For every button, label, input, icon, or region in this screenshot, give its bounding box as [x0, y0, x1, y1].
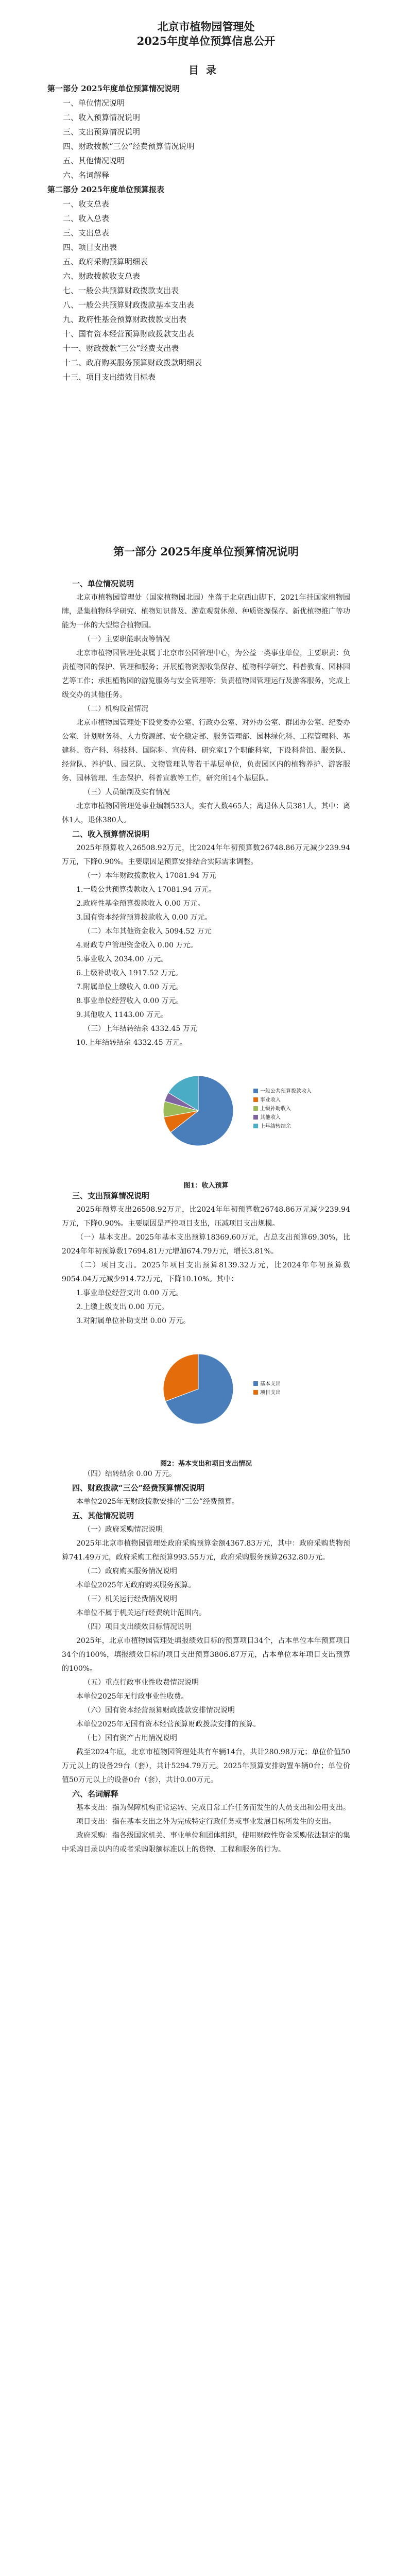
section-heading: 二、收入预算情况说明	[72, 829, 150, 839]
paragraph: 2025年北京市植物园管理处政府采购预算金额4367.83万元，其中：政府采购货物预算741.49万元，政府采购工程预算993.55万元，政府采购服务预算2632.80万元。	[62, 1539, 350, 1562]
toc-item[interactable]: 一、单位情况说明	[63, 98, 125, 108]
legend-label: 上级补助收入	[260, 1106, 291, 1112]
legend-label: 基本支出	[260, 1381, 281, 1387]
toc-item[interactable]: 二、收入预算情况说明	[63, 113, 141, 122]
doc-title-line1: 北京市植物园管理处	[157, 20, 255, 33]
list-item: （三）上年结转结余 4332.45 万元	[83, 1025, 197, 1033]
legend-swatch	[253, 1115, 258, 1120]
paragraph: 2025年预算收入26508.92万元，比2024年年初预算数26748.86万元减少239.94万元，下降0.90%。主要原因是预算安排结合实际需求调整。	[62, 844, 350, 866]
table-of-contents	[47, 81, 367, 384]
section-heading: 五、其他情况说明	[72, 1511, 134, 1520]
toc-item[interactable]: 一、收支总表	[63, 199, 110, 209]
legend-swatch	[253, 1106, 258, 1111]
paragraph: 2025年预算支出26508.92万元，比2024年年初预算数26748.86万元减少239.94万元，下降0.90%。主要原因是严控项目支出，压减项目支出规模。	[62, 1206, 350, 1228]
paragraph: 本单位不属于机关运行经费统计范围内。	[76, 1609, 206, 1617]
paragraph: 本单位2025年无国有资本经营预算财政拨款安排的预算。	[76, 1720, 261, 1728]
toc-item[interactable]: 二、收入总表	[63, 214, 110, 223]
toc-part2[interactable]: 第二部分 2025年度单位预算报表	[47, 185, 164, 194]
section-heading: 一、单位情况说明	[72, 579, 134, 588]
toc-item[interactable]: 十三、项目支出绩效目标表	[63, 372, 156, 382]
subsection-heading: （四）项目支出绩效目标情况说明	[83, 1623, 192, 1631]
paragraph: 政府采购：指各级国家机关、事业单位和团体组织，使用财政性资金采购依法制定的集中采购目录以内的或者采购限额标准以上的货物、工程和服务的行为。	[62, 1832, 350, 1854]
list-item: 3.对附属单位补助支出 0.00 万元。	[76, 1317, 191, 1325]
toc-item[interactable]: 四、财政拨款“三公”经费预算情况说明	[63, 142, 195, 151]
paragraph: 基本支出：指为保障机构正常运转、完成日常工作任务而发生的人员支出和公用支出。	[76, 1804, 350, 1812]
legend-label: 上年结转结余	[260, 1124, 291, 1129]
toc-item[interactable]: 三、支出总表	[63, 228, 110, 238]
legend-swatch	[253, 1124, 258, 1128]
list-item: 1.事业单位经营支出 0.00 万元。	[76, 1289, 183, 1297]
toc-item[interactable]: 十、国有资本经营预算财政拨款支出表	[63, 329, 195, 338]
legend-entry	[253, 1105, 312, 1113]
paragraph: 北京市植物园管理处隶属于北京市公园管理中心，为公益一类事业单位，主要职责：负责植物园的保护、管理和服务；开展植物资源收集保存、植物科学研究、科普教育、园林园艺等工作；承担植物园的游览服务与安全管理等；负责植物园管理运行及游客服务，完成上级交办的其他任务。	[62, 649, 350, 699]
paragraph: （一）基本支出。2025年基本支出预算18369.60万元，占总支出预算69.30%，比2024年年初预算数17694.81万元增加674.79万元，增长3.81%。	[62, 1233, 350, 1256]
list-item: 3.国有资本经营预算拨款收入 0.00 万元。	[76, 913, 212, 922]
list-item: 9.其他收入 1143.00 万元。	[76, 1011, 168, 1019]
paragraph: （四）结转结余 0.00 万元。	[83, 1470, 177, 1478]
toc-item[interactable]: 八、一般公共预算财政拨款基本支出表	[63, 300, 195, 310]
legend-label: 其他收入	[260, 1115, 281, 1121]
doc-title-line2: 2025年度单位预算信息公开	[136, 35, 276, 47]
list-item: 1.一般公共预算拨款收入 17081.94 万元。	[76, 886, 216, 894]
list-item: 10.上年结转结余 4332.45 万元。	[76, 1039, 187, 1047]
section-heading: 四、财政拨款“三公”经费预算情况说明	[72, 1483, 205, 1493]
legend-label: 项目支出	[260, 1390, 281, 1396]
legend-entry	[253, 1122, 312, 1131]
toc-heading: 目录	[188, 64, 224, 76]
paragraph: 项目支出：指在基本支出之外为完成特定行政任务或事业发展目标所发生的支出。	[76, 1818, 336, 1826]
toc-item[interactable]: 四、项目支出表	[63, 243, 117, 252]
list-item: 7.附属单位上缴收入 0.00 万元。	[76, 983, 183, 991]
subsection-heading: （一）政府采购情况说明	[83, 1526, 163, 1534]
list-item: （一）本年财政拨款收入 17081.94 万元	[83, 872, 216, 880]
paragraph: 2025年，北京市植物园管理处填报绩效目标的预算项目34个，占本单位本年预算项目34个的100%，填报绩效目标的项目支出预算3806.87万元，占本单位本年项目支出预算的100%。	[62, 1637, 350, 1673]
subsection-heading: （二）机构设置情况	[83, 705, 148, 713]
legend-swatch	[253, 1097, 258, 1102]
toc-item[interactable]: 十二、政府购买服务预算财政拨款明细表	[63, 358, 202, 367]
list-item: 2.政府性基金预算拨款收入 0.00 万元。	[76, 900, 205, 908]
paragraph: 北京市植物园管理处（国家植物园北园）坐落于北京西山脚下，2021年挂国家植物园牌，是集植物科学研究、植物知识普及、游览观赏休憩、种质资源保存、新优植物推广等功能为一体的大型综合植物园。	[62, 594, 350, 630]
section-heading: 三、支出预算情况说明	[72, 1191, 150, 1200]
part1-title: 第一部分 2025年度单位预算情况说明	[113, 545, 299, 558]
list-item: 5.事业收入 2034.00 万元。	[76, 955, 168, 963]
legend-swatch	[253, 1390, 258, 1395]
list-item: （二）本年其他资金收入 5094.52 万元	[83, 927, 212, 936]
toc-item[interactable]: 五、政府采购预算明细表	[63, 257, 148, 266]
paragraph: 本单位2025年无财政拨款安排的“三公”经费预算。	[76, 1498, 239, 1506]
income-pie-chart	[62, 1050, 350, 1189]
list-item: 8.事业单位经营收入 0.00 万元。	[76, 997, 183, 1005]
list-item: 6.上级补助收入 1917.52 万元。	[76, 969, 183, 977]
expense-pie-svg	[62, 1328, 350, 1452]
legend-label: 事业收入	[260, 1097, 281, 1103]
paragraph: 本单位2025年无政府购买服务预算。	[76, 1581, 196, 1589]
legend-swatch	[253, 1381, 258, 1386]
paragraph: （二）项目支出。2025年项目支出预算8139.32万元，比2024年年初预算数9054.04万元减少914.72万元，下降10.10%。其中：	[62, 1261, 350, 1283]
toc-item[interactable]: 十一、财政拨款“三公”经费支出表	[63, 344, 179, 353]
subsection-heading: （七）国有资产占用情况说明	[83, 1734, 177, 1742]
legend-swatch	[253, 1089, 258, 1093]
toc-part1[interactable]: 第一部分 2025年度单位预算情况说明	[47, 84, 180, 93]
part1-body	[62, 577, 350, 1857]
subsection-heading: （三）机关运行经费情况说明	[83, 1595, 177, 1603]
legend-entry	[253, 1087, 312, 1096]
paragraph: 北京市植物园管理处下设党委办公室、行政办公室、对外办公室、群团办公室、纪委办公室、计划财务科、人力资源部、安全稳定部、服务管理部、园林绿化科、工程管理科、基建科、资产科、科技科、国际科、宣传科、研究室17个职能科室，下设科普馆、服务队、经营队、养护队、园艺队、文物管理队等若干基层单位，负责园区内的植物养护、游客服务、园林管理、生态保护、科普宣教等工作，研究所14个基层队。	[62, 719, 350, 783]
toc-item[interactable]: 六、财政拨款收支总表	[63, 272, 141, 281]
legend-entry	[253, 1380, 281, 1388]
section-heading: 六、名词解释	[72, 1789, 119, 1799]
subsection-heading: （三）人员编制及实有情况	[83, 788, 170, 796]
legend-label: 一般公共预算拨款收入	[260, 1089, 312, 1094]
toc-item[interactable]: 三、支出预算情况说明	[63, 127, 141, 137]
legend-entry	[253, 1096, 312, 1105]
paragraph: 截至2024年底，北京市植物园管理处共有车辆14台，共计280.98万元；单位价值50万元以上的设备29台（套），共计5294.79万元。2025年预算安排购置车辆0台；单位价值50万元以上的设备0台（套），共计0.00万元。	[62, 1748, 350, 1784]
list-item: 4.财政专户管理资金收入 0.00 万元。	[76, 941, 198, 950]
legend-entry	[253, 1388, 281, 1397]
expense-pie-chart	[62, 1328, 350, 1467]
paragraph: 北京市植物园管理处事业编制533人，实有人数465人；离退休人员381人，其中：离休1人，退休380人。	[62, 802, 350, 824]
toc-item[interactable]: 六、名词解释	[63, 171, 110, 180]
subsection-heading: （一）主要职能职责等情况	[83, 635, 170, 643]
toc-item[interactable]: 九、政府性基金预算财政拨款支出表	[63, 315, 187, 324]
subsection-heading: （六）国有资本经营预算财政拨款安排情况说明	[83, 1706, 235, 1715]
income-legend	[253, 1087, 312, 1131]
subsection-heading: （二）政府购买服务情况说明	[83, 1567, 177, 1575]
toc-item[interactable]: 五、其他情况说明	[63, 156, 125, 165]
chart-caption: 图2：基本支出和项目支出情况	[160, 1460, 252, 1468]
list-item: 2.上缴上级支出 0.00 万元。	[76, 1303, 169, 1311]
subsection-heading: （五）重点行政事业性收费情况说明	[83, 1679, 199, 1687]
toc-item[interactable]: 七、一般公共预算财政拨款支出表	[63, 286, 179, 295]
expense-legend	[253, 1380, 281, 1397]
paragraph: 本单位2025年无行政事业性收费。	[76, 1692, 188, 1701]
chart-caption: 图1：收入预算	[183, 1182, 229, 1190]
legend-entry	[253, 1113, 312, 1122]
